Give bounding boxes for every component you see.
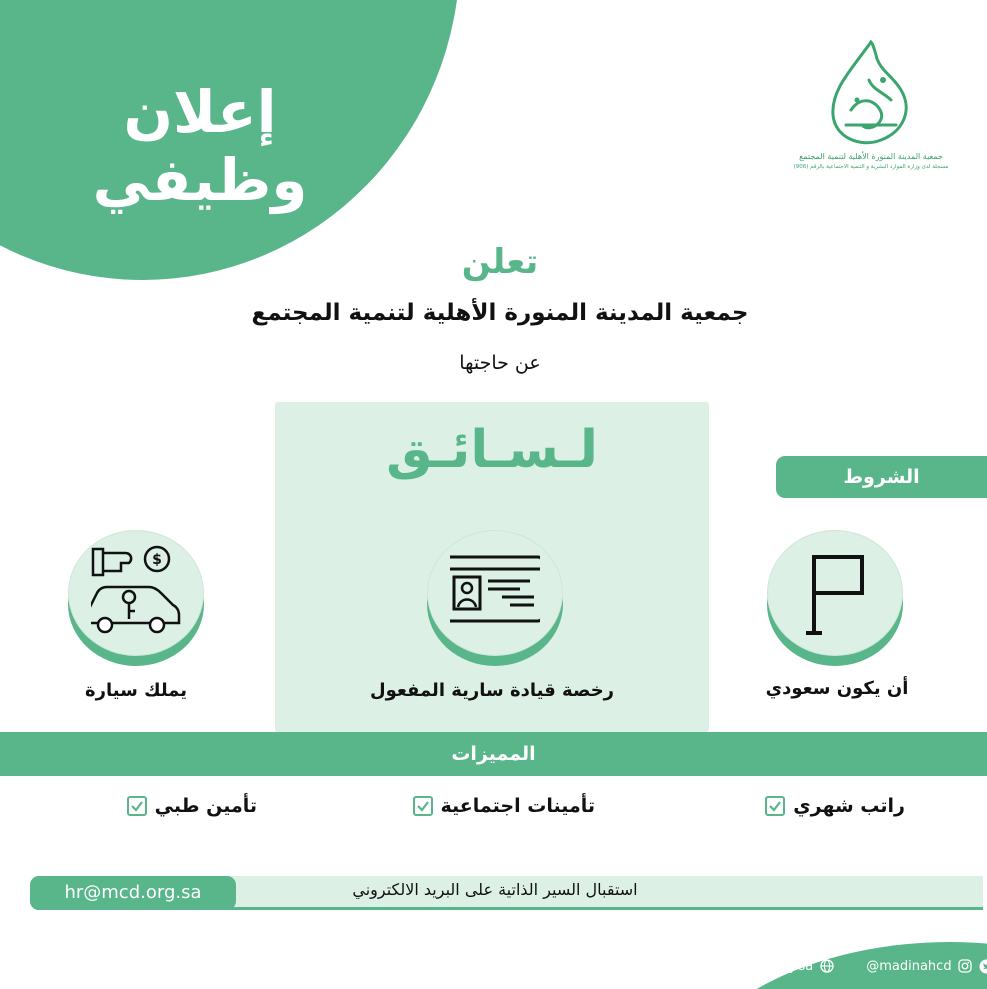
application-text: استقبال السير الذاتية على البريد الالكتروني — [352, 880, 638, 899]
check-icon — [413, 796, 433, 816]
svg-text:$: $ — [152, 552, 162, 568]
calligraphy-logo-icon — [821, 40, 921, 150]
car-keys-icon — [91, 545, 181, 641]
feature-medical-insurance-label: تأمين طبي — [154, 795, 257, 817]
logo-subtitle: مسجلة لدى وزارة الموارد البشرية و التنمية الاجتماعية بالرقم (906) — [793, 164, 949, 170]
feature-social-insurance-label: تأمينات اجتماعية — [440, 795, 595, 817]
need-text: عن حاجتها — [459, 352, 541, 374]
instagram-icon[interactable] — [958, 959, 973, 974]
twitter-icon[interactable] — [979, 959, 987, 974]
footer-links — [706, 955, 987, 977]
flag-icon — [790, 545, 880, 641]
website-link[interactable]: www.mcd.org.sa — [706, 958, 814, 974]
feature-social-insurance — [413, 792, 595, 820]
email-link[interactable]: hr@mcd.org.sa — [30, 876, 236, 910]
condition-saudi-label: أن يكون سعودي — [765, 678, 909, 699]
condition-license-label: رخصة قيادة سارية المفعول — [369, 680, 615, 701]
feature-medical-insurance — [127, 792, 257, 820]
organization-name: جمعية المدينة المنورة الأهلية لتنمية المجتمع — [251, 300, 749, 326]
condition-car-circle — [68, 530, 204, 666]
feature-salary — [765, 792, 905, 820]
announces-text: تعلن — [461, 242, 539, 282]
check-icon — [765, 796, 785, 816]
feature-salary-label: راتب شهري — [793, 795, 905, 817]
features-heading: المميزات — [0, 732, 987, 776]
organization-logo — [776, 40, 966, 180]
social-handle[interactable]: @madinahcd — [866, 958, 952, 974]
conditions-heading: الشروط — [776, 456, 987, 498]
job-title: لـسـائـق — [386, 420, 598, 480]
condition-car-label: يملك سيارة — [85, 680, 187, 701]
check-icon — [127, 796, 147, 816]
condition-saudi-circle — [767, 530, 903, 666]
page-title: إعلان وظيفي — [92, 78, 308, 214]
id-card-icon — [450, 545, 540, 641]
globe-icon — [819, 959, 834, 974]
logo-org-name: جمعية المدينة المنورة الأهلية لتنمية المجتمع — [799, 152, 943, 161]
condition-license-circle — [427, 530, 563, 666]
